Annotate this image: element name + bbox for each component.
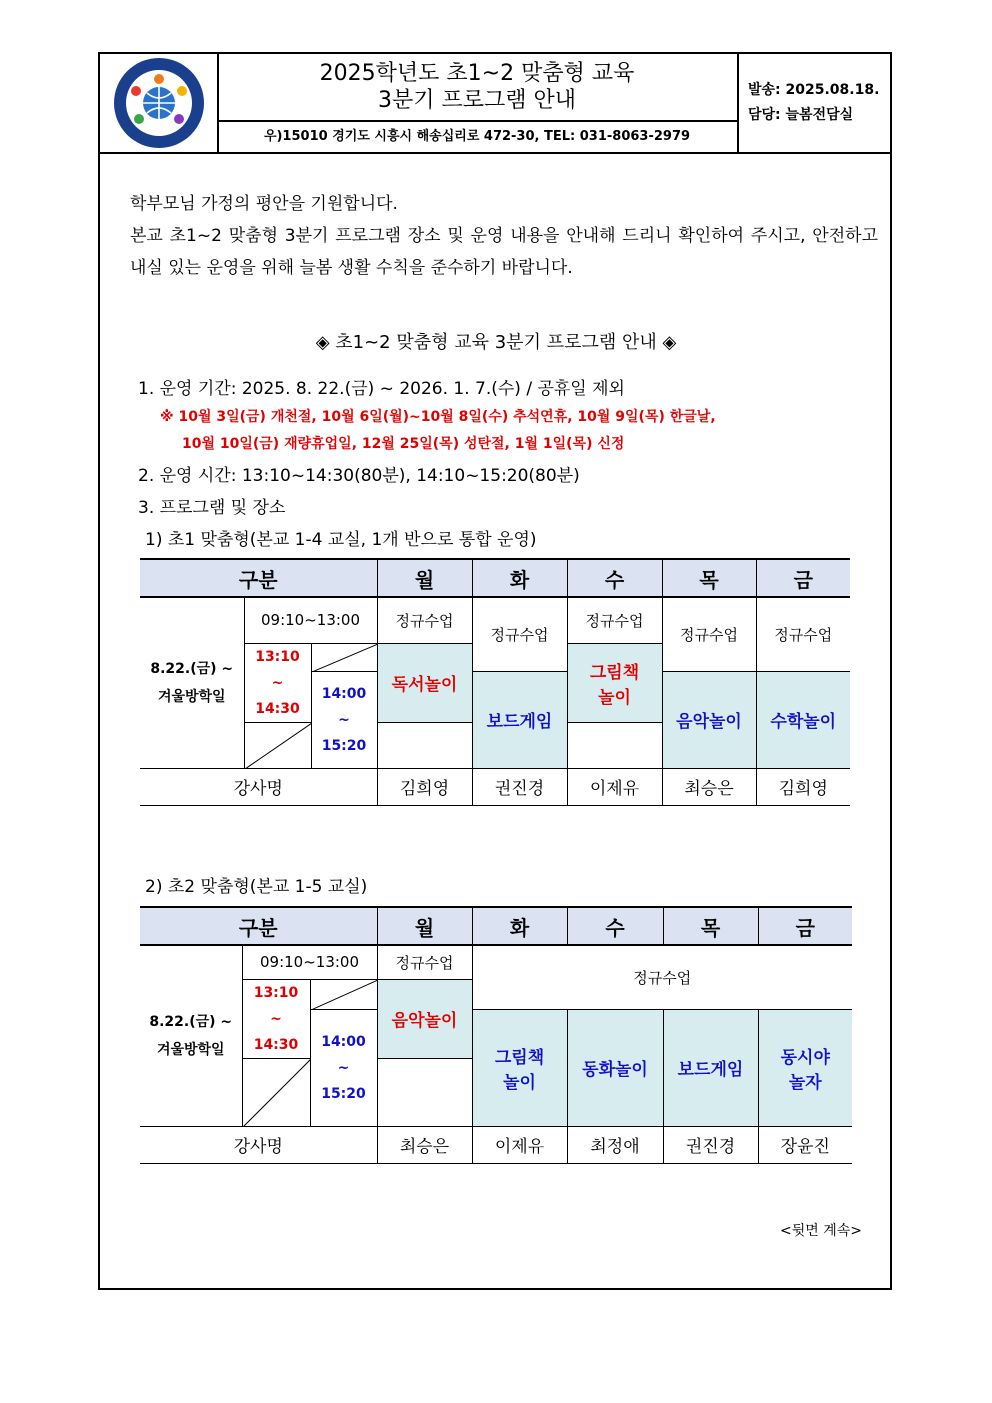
mon-empty (377, 1058, 472, 1126)
day-mon: 월 (377, 907, 472, 945)
teacher-mon: 최승은 (377, 1126, 472, 1163)
mon-program: 음악놀이 (377, 979, 472, 1058)
thu-regular: 정규수업 (662, 597, 756, 671)
teacher-label: 강사명 (140, 1126, 377, 1163)
issue-meta (740, 78, 898, 128)
col-category: 구분 (140, 559, 377, 597)
day-tue: 화 (472, 907, 567, 945)
day-tue: 화 (472, 559, 567, 597)
period1-time: 13:10 ~ 14:30 (242, 979, 310, 1058)
day-mon: 월 (377, 559, 472, 597)
diagonal-cell (311, 643, 377, 671)
morning-time: 09:10~13:00 (244, 597, 377, 643)
teacher-thu: 권진경 (663, 1126, 758, 1163)
tue-fri-regular: 정규수업 (472, 945, 852, 1009)
mon-empty (377, 722, 472, 768)
day-thu: 목 (662, 559, 756, 597)
holiday-note-1: ※ 10월 3일(금) 개천절, 10월 6일(월)~10월 8일(수) 추석연휴, 10월 9일(목) 한글날, (160, 409, 716, 425)
wed-program: 동화놀이 (567, 1009, 663, 1126)
tue-program: 그림책 놀이 (472, 1009, 567, 1126)
fri-regular: 정규수업 (756, 597, 850, 671)
contact-office: 담당: 늘봄전담실 (748, 107, 854, 123)
date-range: 8.22.(금) ~ 겨울방학일 (150, 660, 234, 705)
intro-paragraph (130, 188, 878, 284)
col-category: 구분 (140, 907, 377, 945)
fri-program: 동시야 놀자 (758, 1009, 852, 1126)
wed-regular: 정규수업 (567, 597, 662, 643)
teacher-wed: 이제유 (567, 768, 662, 805)
section-title: ◈ 초1~2 맞춤형 교육 3분기 프로그램 안내 ◈ (315, 332, 677, 353)
grade2-schedule-table (140, 906, 852, 1164)
diagonal-cell (310, 979, 377, 1009)
day-wed: 수 (567, 559, 662, 597)
diagonal-cell (244, 722, 311, 768)
diagonal-cell (242, 1058, 310, 1126)
intro-body: 본교 초1~2 맞춤형 3분기 프로그램 장소 및 운영 내용을 안내해 드리니 확인하여 주시고, 안전하고 내실 있는 운영을 위해 늘봄 생활 수칙을 준수하기 바랍니다. (130, 226, 878, 278)
issue-date: 발송: 2025.08.18. (748, 82, 880, 98)
operation-time: 2. 운영 시간: 13:10~14:30(80분), 14:10~15:20(80분) (138, 466, 580, 486)
period2-time: 14:00 ~ 15:20 (310, 1009, 377, 1126)
letter-header (100, 54, 890, 154)
grade2-heading: 2) 초2 맞춤형(본교 1-5 교실) (145, 877, 368, 897)
teacher-fri: 장윤진 (758, 1126, 852, 1163)
teacher-tue: 이제유 (472, 1126, 567, 1163)
teacher-thu: 최승은 (662, 768, 756, 805)
continued-note: <뒷면 계속> (779, 1223, 862, 1239)
tue-program: 보드게임 (472, 671, 567, 768)
title-line-2: 3분기 프로그램 안내 (378, 88, 576, 113)
teacher-fri: 김희영 (756, 768, 850, 805)
greeting: 학부모님 가정의 평안을 기원합니다. (130, 194, 398, 214)
teacher-tue: 권진경 (472, 768, 567, 805)
logo-cell (100, 54, 219, 152)
holiday-note-2: 10월 10일(금) 재량휴업일, 12월 25일(목) 성탄절, 1월 1일(목) 신정 (182, 436, 625, 452)
day-fri: 금 (756, 559, 850, 597)
title-line-1: 2025학년도 초1~2 맞춤형 교육 (319, 61, 635, 86)
date-range: 8.22.(금) ~ 겨울방학일 (149, 1013, 233, 1058)
letter-title (217, 60, 737, 114)
mon-regular: 정규수업 (377, 597, 472, 643)
thu-program: 보드게임 (663, 1009, 758, 1126)
school-address: 우)15010 경기도 시흥시 해송십리로 472-30, TEL: 031-8063-2979 (217, 120, 737, 154)
mon-regular: 정규수업 (377, 945, 472, 979)
program-heading: 3. 프로그램 및 장소 (138, 498, 286, 518)
wed-program: 그림책 놀이 (567, 643, 662, 722)
period1-time: 13:10 ~ 14:30 (244, 643, 311, 722)
grade1-schedule-table (140, 558, 850, 806)
mon-program: 독서놀이 (377, 643, 472, 722)
grade1-heading: 1) 초1 맞춤형(본교 1-4 교실, 1개 반으로 통합 운영) (145, 530, 537, 550)
teacher-wed: 최정애 (567, 1126, 663, 1163)
day-thu: 목 (663, 907, 758, 945)
tue-regular: 정규수업 (472, 597, 567, 671)
operation-period: 1. 운영 기간: 2025. 8. 22.(금) ~ 2026. 1. 7.(수) / 공휴일 제외 (138, 379, 625, 399)
thu-program: 음악놀이 (662, 671, 756, 768)
period2-time: 14:00 ~ 15:20 (311, 671, 377, 768)
teacher-label: 강사명 (140, 768, 377, 805)
wed-empty (567, 722, 662, 768)
teacher-mon: 김희영 (377, 768, 472, 805)
title-cell (217, 54, 739, 152)
day-wed: 수 (567, 907, 663, 945)
fri-program: 수학놀이 (756, 671, 850, 768)
school-logo-icon (109, 55, 209, 151)
day-fri: 금 (758, 907, 852, 945)
morning-time: 09:10~13:00 (242, 945, 377, 979)
